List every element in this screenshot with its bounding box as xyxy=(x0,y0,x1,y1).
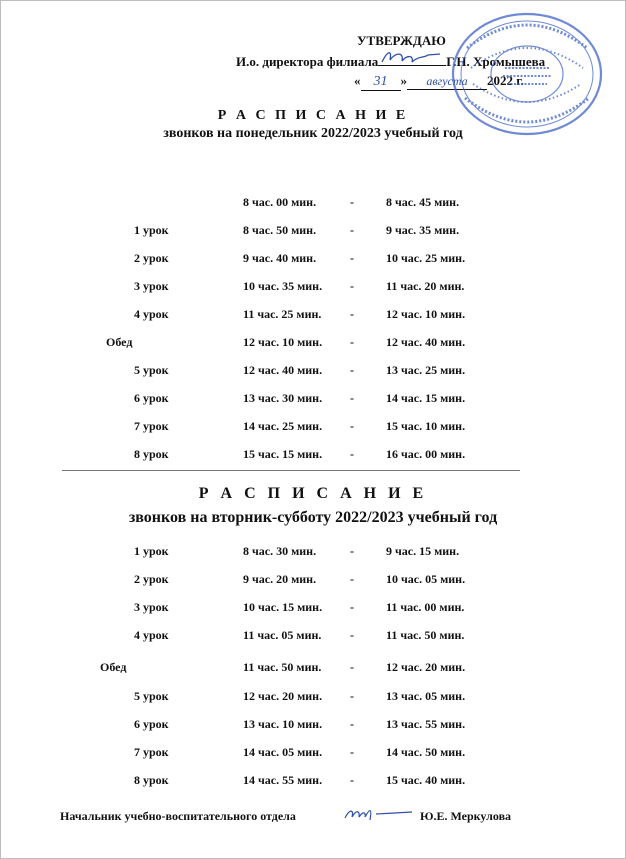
lesson-label: 1 урок xyxy=(134,223,169,237)
schedule-1-row xyxy=(0,195,626,213)
lesson-label: 6 урок xyxy=(134,717,169,731)
time-separator: - xyxy=(350,307,354,321)
schedule-1-row xyxy=(0,391,626,409)
footer-name: Ю.Е. Меркулова xyxy=(420,809,512,823)
lesson-label: 8 урок xyxy=(134,773,169,787)
start-time: 13 час. 10 мин. xyxy=(243,717,323,731)
schedule-2-row xyxy=(0,717,626,735)
end-time: 15 час. 40 мин. xyxy=(386,773,466,787)
lesson-label: 4 урок xyxy=(134,628,169,642)
schedule-2-row xyxy=(0,572,626,590)
start-time: 8 час. 30 мин. xyxy=(243,544,317,558)
end-time: 8 час. 45 мин. xyxy=(386,195,460,209)
time-separator: - xyxy=(350,660,354,674)
time-separator: - xyxy=(350,419,354,433)
schedule-1-row xyxy=(0,447,626,465)
time-separator: - xyxy=(350,717,354,731)
schedule-2-row xyxy=(0,544,626,562)
time-separator: - xyxy=(350,363,354,377)
time-separator: - xyxy=(350,251,354,265)
schedule-2-row xyxy=(0,773,626,791)
start-time: 14 час. 25 мин. xyxy=(243,419,323,433)
lesson-label: 5 урок xyxy=(134,689,169,703)
date-day: 31 xyxy=(361,74,401,91)
end-time: 13 час. 05 мин. xyxy=(386,689,466,703)
schedule-1-row xyxy=(0,419,626,437)
time-separator: - xyxy=(350,628,354,642)
lesson-label: 4 урок xyxy=(134,307,169,321)
lesson-label: 7 урок xyxy=(134,745,169,759)
time-separator: - xyxy=(350,745,354,759)
lunch-label: Обед xyxy=(106,335,133,349)
date-year: 2022 г. xyxy=(487,73,524,88)
start-time: 14 час. 55 мин. xyxy=(243,773,323,787)
end-time: 16 час. 00 мин. xyxy=(386,447,466,461)
end-time: 14 час. 15 мин. xyxy=(386,391,466,405)
schedule-1-row xyxy=(0,307,626,325)
end-time: 9 час. 35 мин. xyxy=(386,223,460,237)
start-time: 10 час. 15 мин. xyxy=(243,600,323,614)
time-separator: - xyxy=(350,335,354,349)
schedule-1-title: Р А С П И С А Н И Е xyxy=(217,108,409,123)
time-separator: - xyxy=(350,773,354,787)
schedule-2-row xyxy=(0,745,626,763)
end-time: 13 час. 55 мин. xyxy=(386,717,466,731)
lesson-label: 7 урок xyxy=(134,419,169,433)
end-time: 15 час. 10 мин. xyxy=(386,419,466,433)
schedule-2-subtitle: звонков на вторник-субботу 2022/2023 учебный год xyxy=(128,509,498,526)
start-time: 10 час. 35 мин. xyxy=(243,279,323,293)
time-separator: - xyxy=(350,195,354,209)
end-time: 12 час. 20 мин. xyxy=(386,660,466,674)
lesson-label: 6 урок xyxy=(134,391,169,405)
date-quote-open: « xyxy=(354,73,361,88)
lesson-label: 2 урок xyxy=(134,251,169,265)
end-time: 10 час. 25 мин. xyxy=(386,251,466,265)
start-time: 9 час. 40 мин. xyxy=(243,251,317,265)
start-time: 11 час. 50 мин. xyxy=(243,660,322,674)
schedule-1-row xyxy=(0,335,626,353)
lesson-label: 1 урок xyxy=(134,544,169,558)
start-time: 14 час. 05 мин. xyxy=(243,745,323,759)
schedule-2-row xyxy=(0,689,626,707)
head-signature xyxy=(342,802,416,824)
time-separator: - xyxy=(350,447,354,461)
schedule-2-row xyxy=(0,660,626,678)
lesson-label: 8 урок xyxy=(134,447,169,461)
time-separator: - xyxy=(350,572,354,586)
start-time: 12 час. 20 мин. xyxy=(243,689,323,703)
time-separator: - xyxy=(350,600,354,614)
approval-title: УТВЕРЖДАЮ xyxy=(357,33,446,48)
schedule-1-subtitle: звонков на понедельник 2022/2023 учебный год xyxy=(163,126,463,141)
time-separator: - xyxy=(350,391,354,405)
start-time: 9 час. 20 мин. xyxy=(243,572,317,586)
start-time: 11 час. 05 мин. xyxy=(243,628,322,642)
schedule-1-row xyxy=(0,223,626,241)
start-time: 8 час. 50 мин. xyxy=(243,223,317,237)
director-name: Г.Н. Хромышева xyxy=(446,54,546,69)
schedule-2-row xyxy=(0,628,626,646)
schedule-1-row xyxy=(0,279,626,297)
date-month: августа xyxy=(407,74,487,90)
start-time: 8 час. 00 мин. xyxy=(243,195,317,209)
end-time: 10 час. 05 мин. xyxy=(386,572,466,586)
schedule-1-row xyxy=(0,363,626,381)
time-separator: - xyxy=(350,223,354,237)
start-time: 12 час. 40 мин. xyxy=(243,363,323,377)
director-signature xyxy=(378,46,444,68)
lesson-label: 2 урок xyxy=(134,572,169,586)
lunch-label: Обед xyxy=(100,660,127,674)
time-separator: - xyxy=(350,544,354,558)
date-quote-close: » xyxy=(400,73,407,88)
schedule-2-row xyxy=(0,600,626,618)
time-separator: - xyxy=(350,689,354,703)
lesson-label: 3 урок xyxy=(134,600,169,614)
end-time: 14 час. 50 мин. xyxy=(386,745,466,759)
end-time: 11 час. 50 мин. xyxy=(386,628,465,642)
start-time: 11 час. 25 мин. xyxy=(243,307,322,321)
end-time: 9 час. 15 мин. xyxy=(386,544,460,558)
end-time: 12 час. 40 мин. xyxy=(386,335,466,349)
end-time: 12 час. 10 мин. xyxy=(386,307,466,321)
schedule-2-title: Р А С П И С А Н И Е xyxy=(198,485,428,502)
time-separator: - xyxy=(350,279,354,293)
lesson-label: 5 урок xyxy=(134,363,169,377)
schedule-1-row xyxy=(0,251,626,269)
end-time: 11 час. 00 мин. xyxy=(386,600,465,614)
section-divider xyxy=(62,470,520,471)
start-time: 13 час. 30 мин. xyxy=(243,391,323,405)
start-time: 15 час. 15 мин. xyxy=(243,447,323,461)
approval-position: И.о. директора филиала xyxy=(236,54,379,69)
footer-position: Начальник учебно-воспитательного отдела xyxy=(60,809,296,823)
lesson-label: 3 урок xyxy=(134,279,169,293)
end-time: 13 час. 25 мин. xyxy=(386,363,466,377)
start-time: 12 час. 10 мин. xyxy=(243,335,323,349)
end-time: 11 час. 20 мин. xyxy=(386,279,465,293)
